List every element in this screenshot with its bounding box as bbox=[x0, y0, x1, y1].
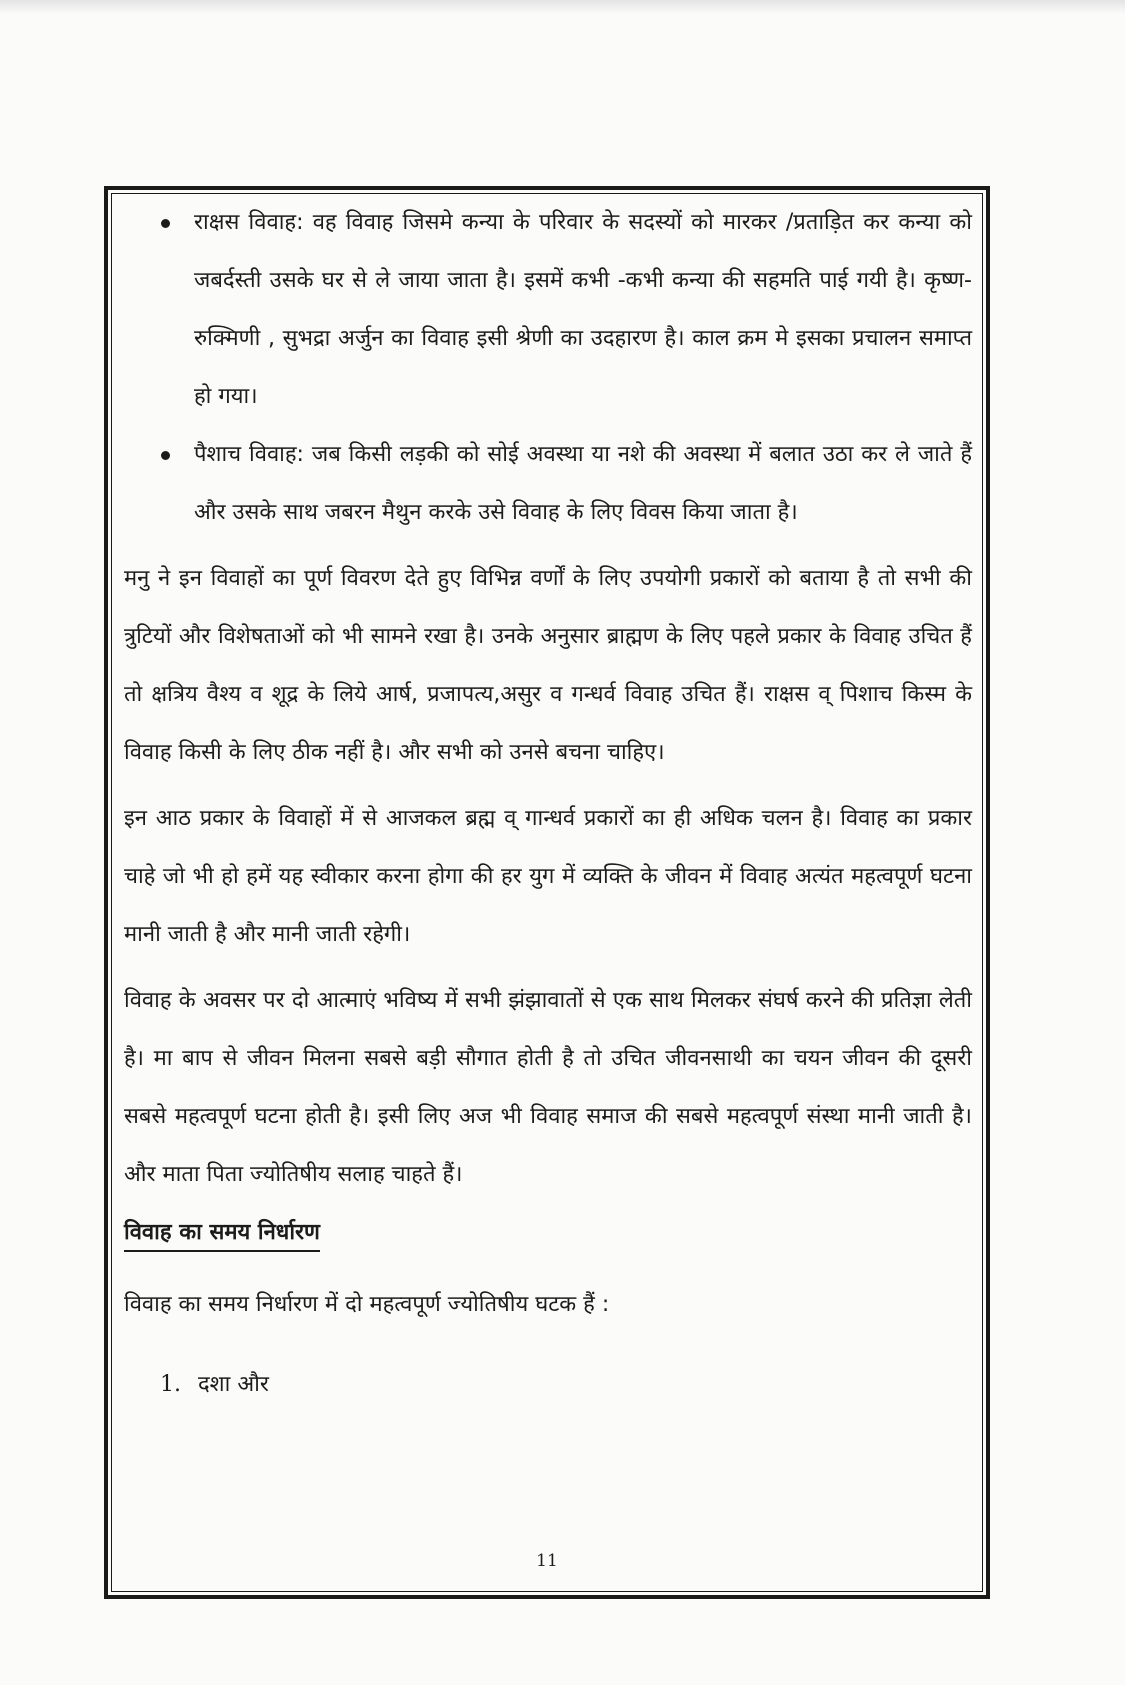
numbered-list-item bbox=[124, 1356, 972, 1414]
page-content bbox=[124, 194, 972, 1414]
bullet-item-rakshas bbox=[124, 194, 972, 426]
page-number: 11 bbox=[536, 1551, 558, 1571]
bullet-text: राक्षस विवाह: वह विवाह जिसमे कन्या के परिवार के सदस्यों को मारकर /प्रताड़ित कर कन्या को जबर्दस्ती उसके घर से ले जाया जाता है। इसमें कभी -कभी कन्या की सहमति पाई गयी है। कृष्ण-रुक्मिणी , सुभद्रा अर्जुन का विवाह इसी श्रेणी का उदहारण है। काल क्रम मे इसका प्रचालन समाप्त हो गया। bbox=[194, 210, 972, 409]
paragraph-occasion: विवाह के अवसर पर दो आत्माएं भविष्य में सभी झंझावातों से एक साथ मिलकर संघर्ष करने की प्रतिज्ञा लेती है। मा बाप से जीवन मिलना सबसे बड़ी सौगात होती है तो उचित जीवनसाथी का चयन जीवन की दूसरी सबसे महत्वपूर्ण घटना होती है। इसी लिए अज भी विवाह समाज की सबसे महत्वपूर्ण संस्था मानी जाती है। और माता पिता ज्योतिषीय सलाह चाहते हैं। bbox=[124, 988, 972, 1187]
list-text: दशा और bbox=[198, 1372, 269, 1397]
section-heading: विवाह का समय निर्धारण bbox=[124, 1216, 320, 1252]
section-intro: विवाह का समय निर्धारण में दो महत्वपूर्ण ज्योतिषीय घटक हैं : bbox=[124, 1292, 610, 1317]
bullet-text: पैशाच विवाह: जब किसी लड़की को सोई अवस्था या नशे की अवस्था में बलात उठा कर ले जाते हैं और उसके साथ जबरन मैथुन करके उसे विवाह के लिए विवस किया जाता है। bbox=[194, 442, 972, 525]
list-number: 1. bbox=[160, 1372, 181, 1397]
bullet-item-paishach bbox=[124, 426, 972, 542]
scan-top-edge bbox=[0, 0, 1125, 14]
paragraph-manu: मनु ने इन विवाहों का पूर्ण विवरण देते हुए विभिन्न वर्णों के लिए उपयोगी प्रकारों को बताया है तो सभी की त्रुटियों और विशेषताओं को भी सामने रखा है। उनके अनुसार ब्राह्मण के लिए पहले प्रकार के विवाह उचित हैं तो क्षत्रिय वैश्य व शूद्र के लिये आर्ष, प्रजापत्य,असुर व गन्धर्व विवाह उचित हैं। राक्षस व् पिशाच किस्म के विवाह किसी के लिए ठीक नहीं है। और सभी को उनसे बचना चाहिए। bbox=[124, 566, 972, 765]
paragraph-eight-types: इन आठ प्रकार के विवाहों में से आजकल ब्रह्म व् गान्धर्व प्रकारों का ही अधिक चलन है। विवाह का प्रकार चाहे जो भी हो हमें यह स्वीकार करना होगा की हर युग में व्यक्ति के जीवन में विवाह अत्यंत महत्वपूर्ण घटना मानी जाती है और मानी जाती रहेगी। bbox=[124, 806, 972, 947]
page-border bbox=[104, 186, 990, 1599]
page-border-inner bbox=[111, 193, 983, 1592]
